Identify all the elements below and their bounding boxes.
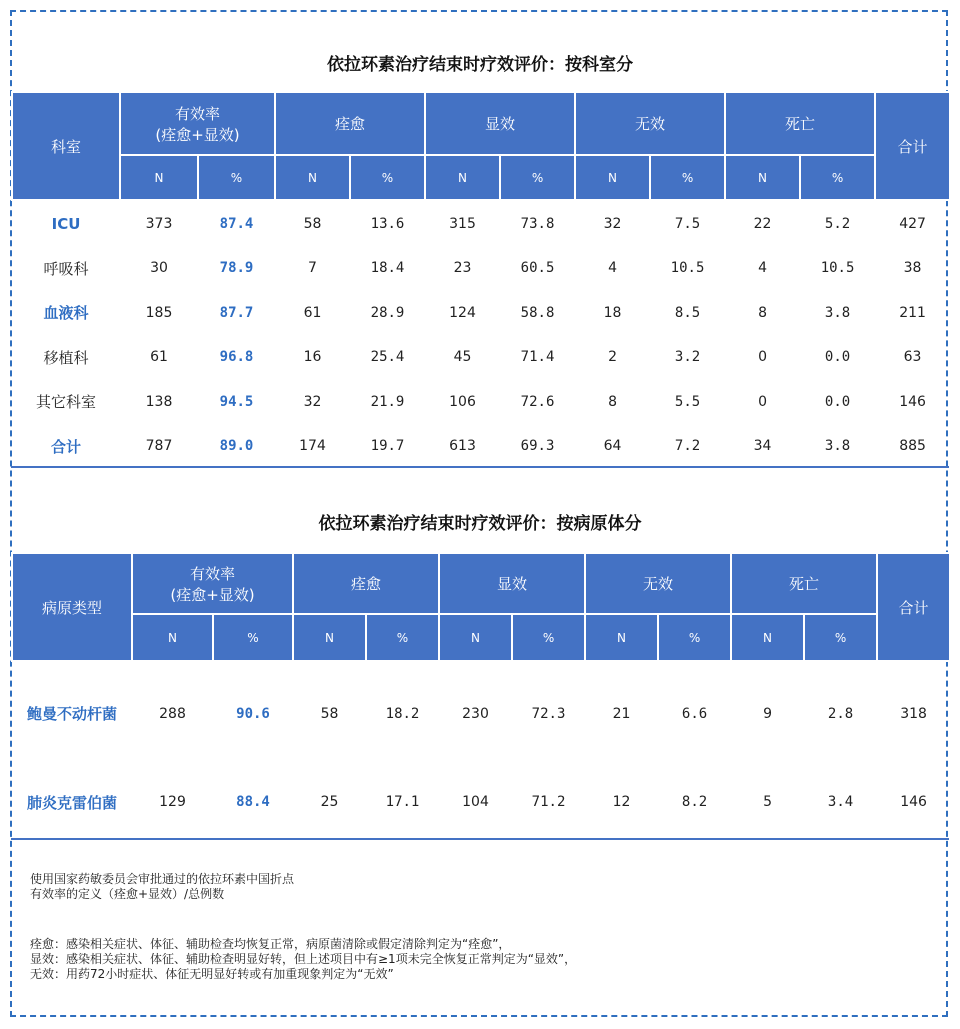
count-cell: 61 <box>303 304 322 321</box>
count-cell: 58 <box>303 215 322 232</box>
notes-block-2 <box>30 937 576 982</box>
count-cell: 61 <box>150 349 168 365</box>
total-cell: 63 <box>903 349 922 365</box>
header-cured: 痊愈 <box>293 553 439 614</box>
count-cell: 22 <box>753 215 772 232</box>
percent-cell: 18.2 <box>385 705 420 722</box>
percent-cell: 94.5 <box>219 393 254 410</box>
percent-cell: 5.5 <box>674 393 701 410</box>
total-cell: 146 <box>900 794 927 810</box>
header-marked: 显效 <box>425 92 575 155</box>
percent-cell: 3.2 <box>674 349 701 365</box>
header-effective-rate-line1: 有效率 <box>189 564 235 583</box>
count-cell: 21 <box>612 705 631 722</box>
subheader-n: N <box>120 155 198 200</box>
percent-cell: 28.9 <box>370 304 405 321</box>
note-ineffective-definition: 无效：用药72小时症状、体征无明显好转或有加重现象判定为“无效” <box>30 967 394 981</box>
count-cell: 613 <box>449 438 476 454</box>
subheader-n: N <box>132 614 213 661</box>
count-cell: 12 <box>612 794 631 810</box>
subheader-percent: % <box>350 155 425 200</box>
count-cell: 129 <box>159 794 186 810</box>
percent-cell: 18.4 <box>370 260 405 276</box>
percent-cell: 72.6 <box>520 393 555 410</box>
row-label: 肺炎克雷伯菌 <box>26 793 117 812</box>
header-death: 死亡 <box>731 553 877 614</box>
percent-cell: 6.6 <box>681 705 708 722</box>
percent-cell: 0.0 <box>824 349 851 365</box>
table2-title: 依拉环素治疗结束时疗效评价：按病原体分 <box>318 514 642 534</box>
count-cell: 23 <box>453 260 472 276</box>
divider-line-bottom <box>11 838 949 840</box>
percent-cell: 21.9 <box>370 393 405 410</box>
count-cell: 138 <box>145 393 173 410</box>
count-cell: 18 <box>603 304 622 321</box>
table-row <box>12 765 950 839</box>
count-cell: 106 <box>449 393 476 410</box>
subheader-n: N <box>439 614 512 661</box>
count-cell: 5 <box>763 794 772 810</box>
count-cell: 2 <box>608 349 617 365</box>
percent-cell: 2.8 <box>827 705 854 722</box>
percent-cell: 89.0 <box>219 438 254 454</box>
percent-cell: 25.4 <box>370 349 405 365</box>
table-row <box>12 200 950 246</box>
subheader-percent: % <box>512 614 585 661</box>
subheader-percent: % <box>213 614 293 661</box>
percent-cell: 8.5 <box>674 304 701 321</box>
note-cured-definition: 痊愈：感染相关症状、体征、辅助检查均恢复正常，病原菌清除或假定清除判定为“痊愈”， <box>30 937 511 951</box>
count-cell: 7 <box>308 260 317 276</box>
total-cell: 146 <box>899 393 926 410</box>
subheader-percent: % <box>366 614 439 661</box>
percent-cell: 96.8 <box>219 349 254 365</box>
count-cell: 30 <box>150 260 168 276</box>
notes-block-1 <box>30 872 294 902</box>
percent-cell: 7.2 <box>674 438 701 454</box>
count-cell: 4 <box>608 260 617 276</box>
header-pathogen-type: 病原类型 <box>12 553 132 661</box>
percent-cell: 10.5 <box>670 260 705 276</box>
count-cell: 45 <box>453 349 472 365</box>
header-death: 死亡 <box>725 92 875 155</box>
total-cell: 38 <box>903 260 922 276</box>
percent-cell: 73.8 <box>520 215 555 232</box>
count-cell: 25 <box>320 794 339 810</box>
percent-cell: 87.4 <box>219 215 254 232</box>
percent-cell: 8.2 <box>681 794 708 810</box>
row-label: 血液科 <box>43 304 89 322</box>
pathogen-efficacy-table <box>11 552 951 839</box>
subheader-n: N <box>575 155 650 200</box>
percent-cell: 0.0 <box>824 393 851 410</box>
count-cell: 34 <box>753 438 772 454</box>
percent-cell: 71.2 <box>531 794 566 810</box>
subheader-n: N <box>275 155 350 200</box>
count-cell: 64 <box>603 438 622 454</box>
divider-line <box>11 466 949 468</box>
count-cell: 16 <box>303 349 322 365</box>
count-cell: 9 <box>763 705 772 722</box>
percent-cell: 78.9 <box>219 260 254 276</box>
table-row <box>12 379 950 424</box>
percent-cell: 60.5 <box>520 260 555 276</box>
count-cell: 8 <box>758 304 767 321</box>
percent-cell: 19.7 <box>370 438 405 454</box>
percent-cell: 90.6 <box>236 705 270 722</box>
count-cell: 8 <box>608 393 617 410</box>
table-row <box>12 424 950 468</box>
count-cell: 185 <box>145 304 173 321</box>
subheader-percent: % <box>800 155 875 200</box>
subheader-n: N <box>731 614 804 661</box>
percent-cell: 3.8 <box>824 438 851 454</box>
percent-cell: 3.4 <box>827 794 854 810</box>
count-cell: 124 <box>449 304 476 321</box>
subheader-n: N <box>725 155 800 200</box>
percent-cell: 17.1 <box>385 794 420 810</box>
row-label: 合计 <box>50 437 81 456</box>
row-label: 其它科室 <box>35 393 96 411</box>
percent-cell: 13.6 <box>370 215 405 232</box>
header-effective-rate-line2: (痊愈+显效) <box>155 125 240 144</box>
percent-cell: 88.4 <box>236 794 270 810</box>
header-ineffective: 无效 <box>575 92 725 155</box>
subheader-percent: % <box>500 155 575 200</box>
percent-cell: 72.3 <box>531 705 566 722</box>
note-marked-definition: 显效：感染相关症状、体征、辅助检查明显好转，但上述项目中有≥1项未完全恢复正常判定为“显效”， <box>30 952 577 966</box>
table-row <box>12 246 950 290</box>
count-cell: 174 <box>299 438 326 454</box>
total-cell: 318 <box>900 705 927 722</box>
percent-cell: 69.3 <box>520 438 555 454</box>
table1-title: 依拉环素治疗结束时疗效评价：按科室分 <box>327 55 633 75</box>
header-effective-rate-line2: (痊愈+显效) <box>170 585 255 604</box>
note-effective-definition: 有效率的定义（痊愈+显效）/总例数 <box>30 887 225 901</box>
header-effective-rate <box>132 553 293 614</box>
percent-cell: 5.2 <box>824 215 851 232</box>
department-efficacy-table <box>11 91 951 468</box>
percent-cell: 3.8 <box>824 304 851 321</box>
count-cell: 32 <box>303 393 322 410</box>
percent-cell: 10.5 <box>820 260 855 276</box>
subheader-percent: % <box>804 614 877 661</box>
count-cell: 0 <box>758 393 767 410</box>
table-row <box>12 661 950 765</box>
subheader-n: N <box>585 614 658 661</box>
header-total: 合计 <box>877 553 950 661</box>
row-label: 呼吸科 <box>43 259 89 278</box>
total-cell: 885 <box>899 438 926 454</box>
subheader-percent: % <box>650 155 725 200</box>
count-cell: 373 <box>145 215 173 232</box>
subheader-percent: % <box>198 155 275 200</box>
count-cell: 230 <box>462 705 489 722</box>
count-cell: 0 <box>758 349 767 365</box>
header-marked: 显效 <box>439 553 585 614</box>
header-ineffective: 无效 <box>585 553 731 614</box>
header-cured: 痊愈 <box>275 92 425 155</box>
count-cell: 315 <box>449 215 476 232</box>
header-effective-rate <box>120 92 275 155</box>
count-cell: 104 <box>462 794 489 810</box>
percent-cell: 58.8 <box>520 304 555 321</box>
percent-cell: 71.4 <box>520 349 555 365</box>
table-row <box>12 335 950 379</box>
percent-cell: 87.7 <box>219 304 254 321</box>
table-row <box>12 290 950 335</box>
count-cell: 288 <box>159 705 186 722</box>
header-department: 科室 <box>12 92 120 200</box>
subheader-percent: % <box>658 614 731 661</box>
total-cell: 211 <box>899 304 926 321</box>
header-total: 合计 <box>875 92 950 200</box>
row-label: ICU <box>51 214 81 233</box>
header-effective-rate-line1: 有效率 <box>174 104 220 123</box>
row-label: 鲍曼不动杆菌 <box>26 705 117 723</box>
count-cell: 4 <box>758 260 767 276</box>
count-cell: 58 <box>320 705 339 722</box>
percent-cell: 7.5 <box>674 215 701 232</box>
total-cell: 427 <box>899 215 926 232</box>
subheader-n: N <box>293 614 366 661</box>
note-breakpoint: 使用国家药敏委员会审批通过的依拉环素中国折点 <box>30 872 295 886</box>
count-cell: 32 <box>603 215 622 232</box>
subheader-n: N <box>425 155 500 200</box>
count-cell: 787 <box>145 438 173 454</box>
row-label: 移植科 <box>43 348 89 367</box>
